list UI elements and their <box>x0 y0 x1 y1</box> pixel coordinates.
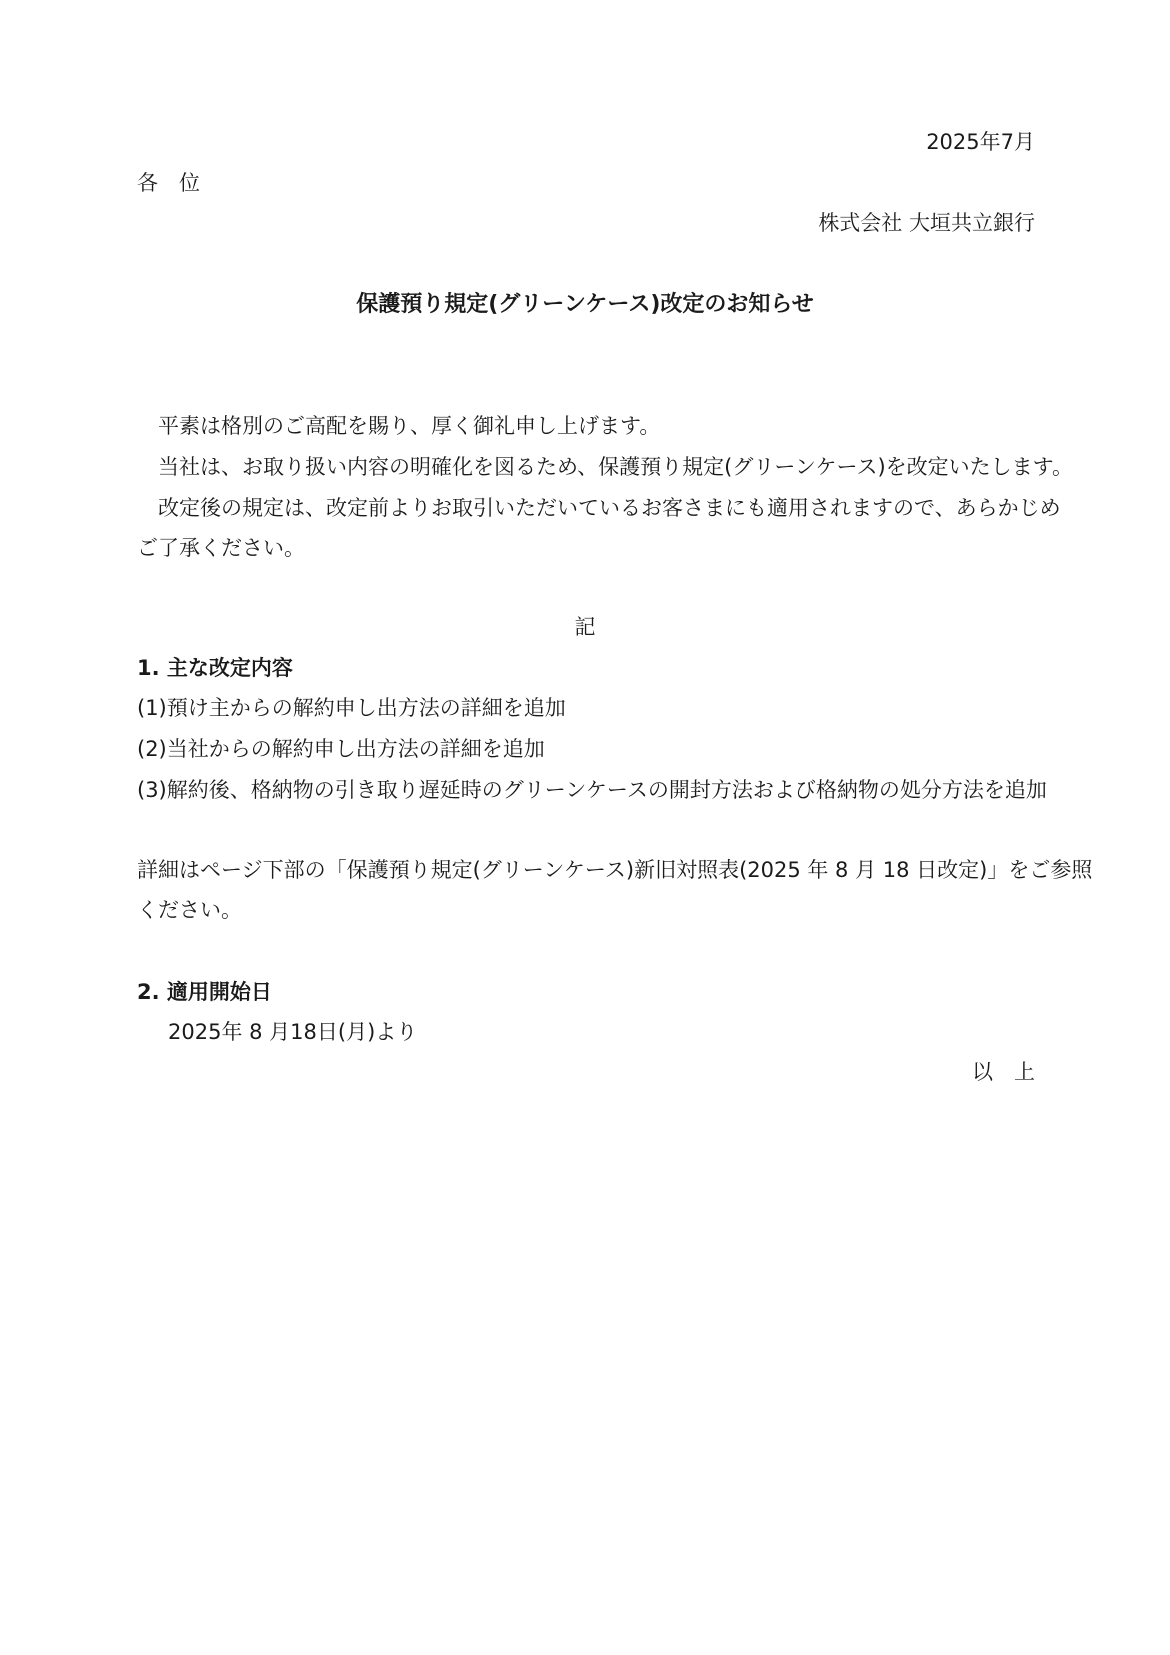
closing-mark: 以 上 <box>972 1060 1035 1084</box>
intro-line-1: 平素は格別のご高配を賜り、厚く御礼申し上げます。 <box>158 414 661 438</box>
document-date: 2025年7月 <box>926 130 1035 154</box>
section-2-heading: 2. 適用開始日 <box>137 980 272 1004</box>
intro-line-3b: ご了承ください。 <box>137 536 305 560</box>
section-1-heading: 1. 主な改定内容 <box>137 656 293 680</box>
document-title: 保護預り規定(グリーンケース)改定のお知らせ <box>356 292 814 317</box>
effective-date: 2025年 8 月18日(月)より <box>168 1020 418 1044</box>
sender-company: 株式会社 大垣共立銀行 <box>818 211 1035 235</box>
section-1-item-3: (3)解約後、格納物の引き取り遅延時のグリーンケースの開封方法および格納物の処分方法を追加 <box>137 778 1047 802</box>
section-1-item-1: (1)預け主からの解約申し出方法の詳細を追加 <box>137 696 566 720</box>
section-1-detail-line-1: 詳細はページ下部の「保護預り規定(グリーンケース)新旧対照表(2025 年 8 月 18 日改定)」をご参照 <box>137 858 1093 882</box>
recipient: 各 位 <box>137 171 200 195</box>
intro-line-2: 当社は、お取り扱い内容の明確化を図るため、保護預り規定(グリーンケース)を改定いたします。 <box>158 455 1073 479</box>
section-1-detail-line-2: ください。 <box>137 898 242 922</box>
intro-line-3a: 改定後の規定は、改定前よりお取引いただいているお客さまにも適用されますので、あらかじめ <box>158 496 1061 520</box>
section-1-item-2: (2)当社からの解約申し出方法の詳細を追加 <box>137 737 545 761</box>
ki-marker: 記 <box>574 615 596 639</box>
